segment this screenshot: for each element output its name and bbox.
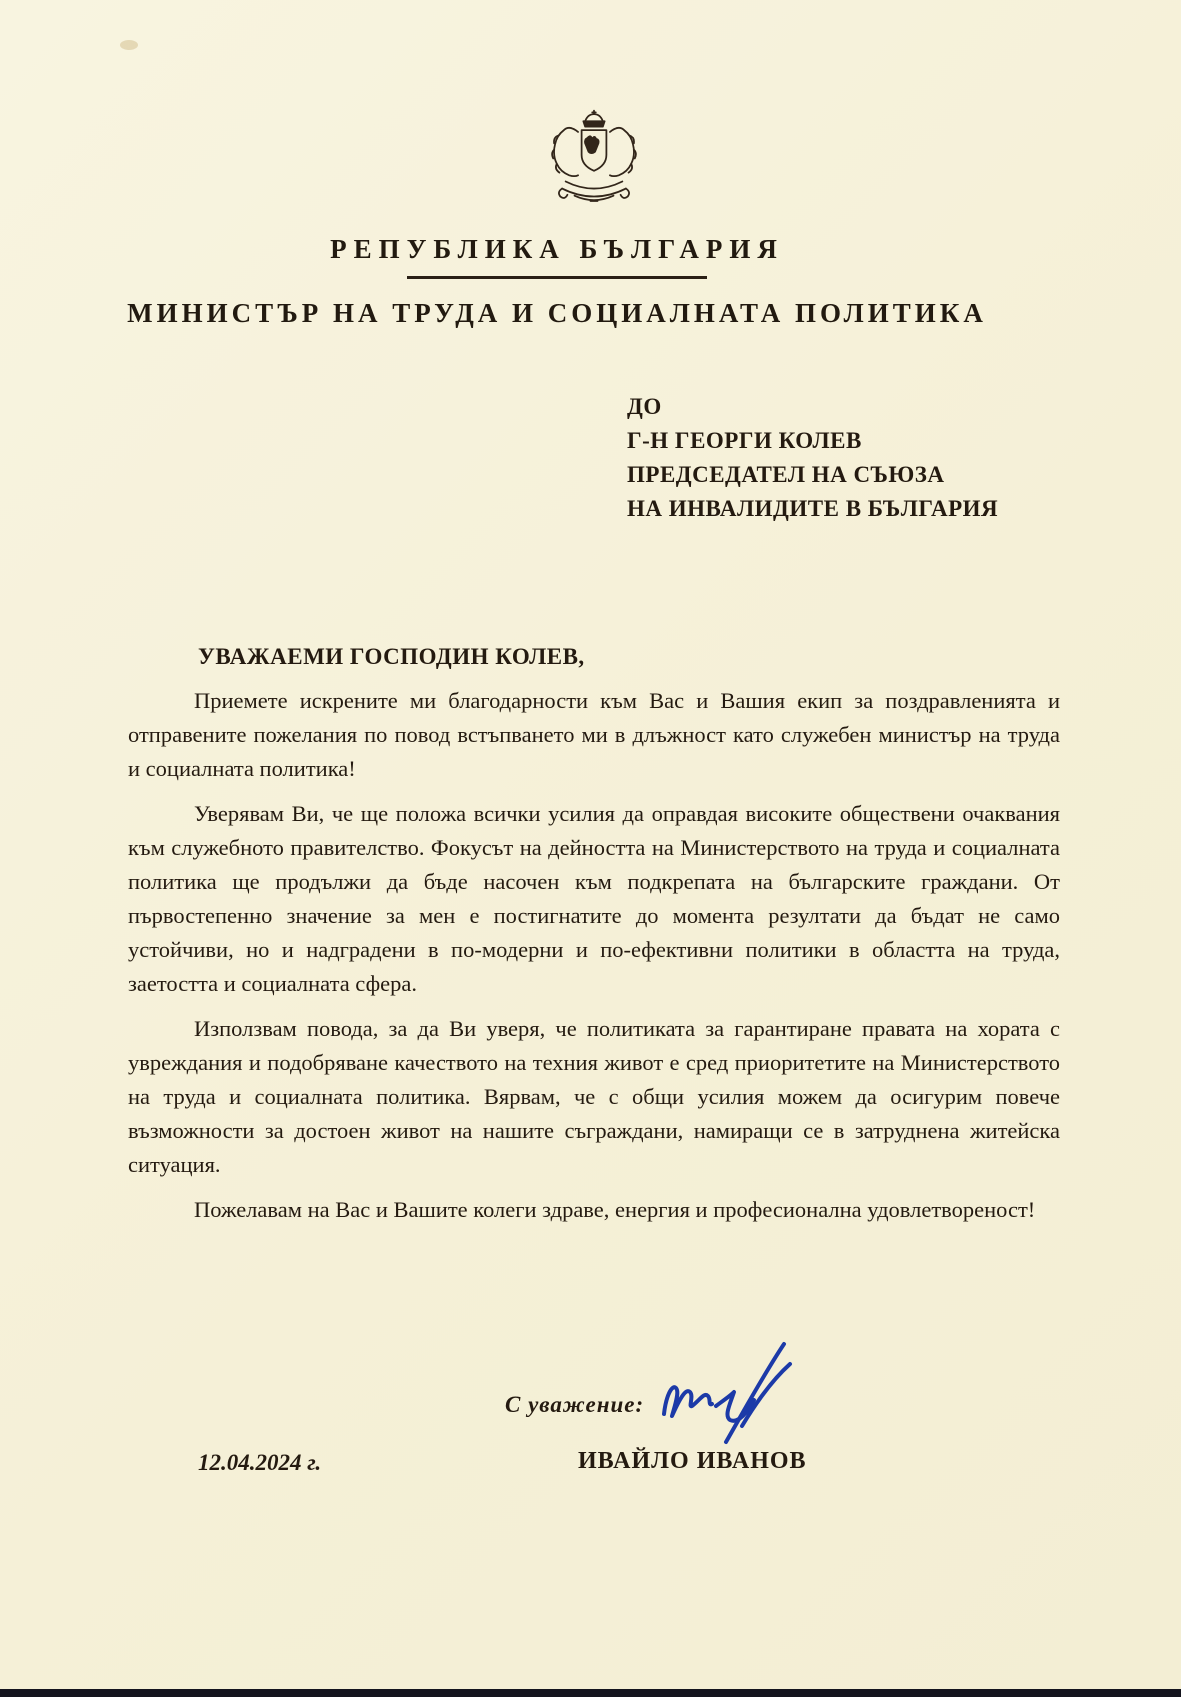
- closing-phrase: С уважение:: [505, 1392, 645, 1417]
- recipient-line-role-2: НА ИНВАЛИДИТЕ В БЪЛГАРИЯ: [627, 496, 999, 521]
- recipient-line-to: ДО: [627, 394, 662, 419]
- paragraph-2: Уверявам Ви, че ще положа всички усилия да оправдая високите обществени очаквания към служебното правителство. Фокусът на дейността на Министерството на труда и социалната политика ще продължи да бъде насочен към подкрепата на българските граждани. От първостепенно значение за мен е постигнатите до момента резултати да бъдат не само устойчиви, но и надградени в по-модерни и по-ефективни политики в областта на труда, заетостта и социалната сфера.: [128, 801, 1060, 996]
- ministry-title: МИНИСТЪР НА ТРУДА И СОЦИАЛНАТА ПОЛИТИКА: [127, 298, 987, 328]
- letter-body: [128, 684, 1060, 1238]
- scan-artifact: [120, 40, 138, 50]
- paragraph-3: Използвам повода, за да Ви уверя, че политиката за гарантиране правата на хората с увреждания и подобряване качеството на техния живот е сред приоритетите на Министерството на труда и социалната политика. Вярвам, че с общи усилия можем да осигурим повече възможности за достоен живот на нашите съграждани, намиращи се в затруднена житейска ситуация.: [128, 1016, 1060, 1177]
- republic-title: РЕПУБЛИКА БЪЛГАРИЯ: [330, 234, 784, 264]
- bulgarian-coat-of-arms-icon: [532, 108, 656, 216]
- title-underline-rule: [407, 276, 707, 279]
- handwritten-signature-icon: [650, 1330, 800, 1450]
- scan-edge: [0, 1689, 1181, 1697]
- paragraph-4: Пожелавам на Вас и Вашите колеги здраве, енергия и професионална удовлетвореност!: [194, 1197, 1036, 1222]
- paragraph-1: Приемете искрените ми благодарности към Вас и Вашия екип за поздравленията и отправените пожелания по повод встъпването ми в длъжност като служебен министър на труда и социалната политика!: [128, 688, 1060, 781]
- recipient-line-role-1: ПРЕДСЕДАТЕЛ НА СЪЮЗА: [627, 462, 945, 487]
- salutation: УВАЖАЕМИ ГОСПОДИН КОЛЕВ,: [198, 644, 585, 669]
- date: 12.04.2024 г.: [198, 1450, 322, 1475]
- recipient-line-name: Г-Н ГЕОРГИ КОЛЕВ: [627, 428, 862, 453]
- signer-name: ИВАЙЛО ИВАНОВ: [578, 1448, 807, 1474]
- recipient-block: [627, 390, 998, 526]
